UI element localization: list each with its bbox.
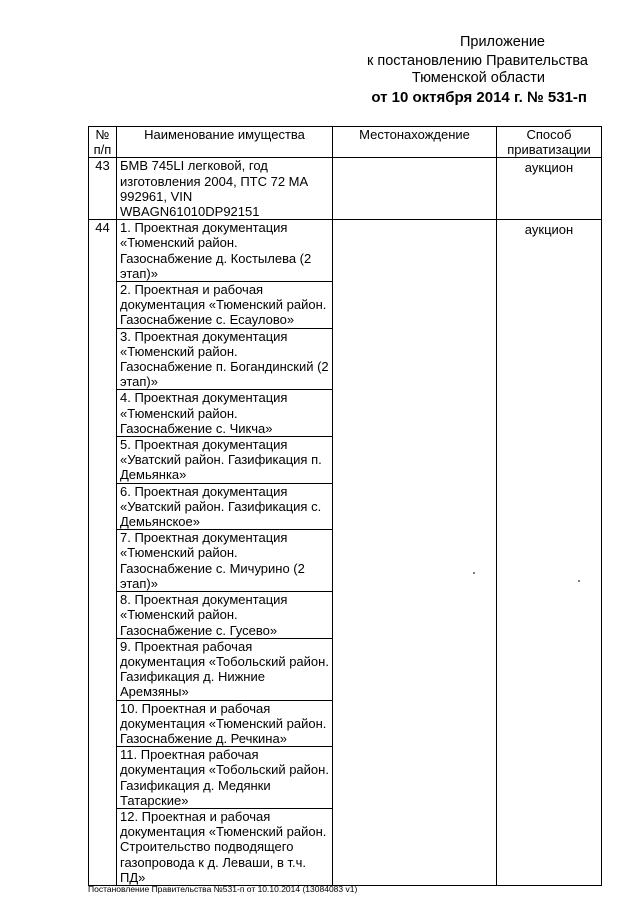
row-number: 44 xyxy=(89,220,117,886)
property-name: 8. Проектная документация «Тюменский район. Газоснабжение с. Гусево» xyxy=(117,592,333,639)
property-name: 1. Проектная документация «Тюменский район. Газоснабжение д. Костылева (2 этап)» xyxy=(117,220,333,282)
col-header-name: Наименование имущества xyxy=(117,127,333,158)
property-location xyxy=(333,158,497,220)
property-name: 5. Проектная документация «Уватский район. Газификация п. Демьянка» xyxy=(117,437,333,484)
appendix-subtitle: к постановлению Правительства xyxy=(367,53,588,69)
table-row xyxy=(89,220,602,282)
privatization-method: аукцион xyxy=(497,220,602,886)
property-name: 4. Проектная документация «Тюменский район. Газоснабжение с. Чикча» xyxy=(117,390,333,437)
property-name: 6. Проектная документация «Уватский район. Газификация с. Демьянское» xyxy=(117,483,333,530)
col-header-method: Способ приватизации xyxy=(497,127,602,158)
property-name: 9. Проектная рабочая документация «Тобольский район. Газификация д. Нижние Аремзяны» xyxy=(117,638,333,700)
table-header-row xyxy=(89,127,602,158)
property-name: 12. Проектная и рабочая документация «Тюменский район. Строительство подводящего газопровода к д. Леваши, в т.ч. ПД» xyxy=(117,808,333,885)
property-name: 11. Проектная рабочая документация «Тобольский район. Газификация д. Медянки Татарские» xyxy=(117,747,333,809)
property-name: 2. Проектная и рабочая документация «Тюменский район. Газоснабжение с. Есаулово» xyxy=(117,282,333,329)
property-location xyxy=(333,220,497,886)
row-number: 43 xyxy=(89,158,117,220)
property-table xyxy=(88,126,602,886)
col-header-location: Местонахождение xyxy=(333,127,497,158)
table-body xyxy=(89,158,602,886)
appendix-label: Приложение xyxy=(459,34,545,50)
appendix-date-number: от 10 октября 2014 г. № 531-п xyxy=(371,89,587,106)
property-name: 7. Проектная документация «Тюменский район. Газоснабжение с. Мичурино (2 этап)» xyxy=(117,530,333,592)
document-footer: Постановление Правительства №531-п от 10.10.2014 (13084083 v1) xyxy=(88,884,358,894)
privatization-method: аукцион xyxy=(497,158,602,220)
table-row xyxy=(89,158,602,220)
scan-speck xyxy=(473,572,475,574)
scan-speck xyxy=(578,580,580,582)
property-name: БМВ 745LI легковой, год изготовления 2004, ПТС 72 МА 992961, VIN WBAGN61010DP92151 xyxy=(117,158,333,220)
property-name: 3. Проектная документация «Тюменский район. Газоснабжение п. Богандинский (2 этап)» xyxy=(117,328,333,390)
col-header-number: № п/п xyxy=(89,127,117,158)
appendix-region: Тюменской области xyxy=(411,70,545,86)
property-name: 10. Проектная и рабочая документация «Тюменский район. Газоснабжение д. Речкина» xyxy=(117,700,333,747)
